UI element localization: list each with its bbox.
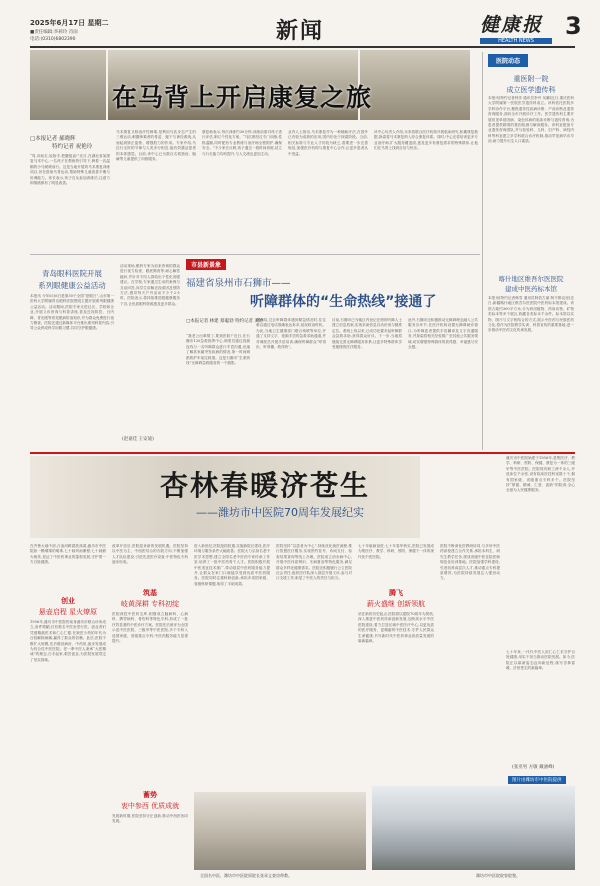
special-sub4-a: 蓄势	[143, 790, 157, 799]
brief1-body-col2: 活动现场,眼科专家为前来咨询的群众进行视力检查、眼底筛查等,耐心解答疑问,并针对不同人群给出个性化用眼建议。在学校,专家通过生动的案例与互动问答,向学生讲解近视成因及预防方法,倡导每天户外活动不少于2小时。医院表示,将持续推进眼健康服务下沉,让优质眼科资源惠及更多群众。	[120, 264, 180, 306]
story2-badge: 市县新景象	[186, 259, 226, 270]
masthead-editor: ■责任编辑:李莉玲 肖雨	[30, 30, 78, 35]
story2-body-col2: 据介绍,过去听障群体遇到紧急情况时,往往难以通过电话准确表达诉求,延误救治时机。为此,当地卫生健康部门联合残联等单位,开通了支持文字、视频手语的急救求助通道,并对调度员开展手语培训,确保听障群众“呼得出、听得懂、救得快”。	[256, 318, 326, 350]
feature-body-col5: 该中心负责人介绍,未来将联合医疗机构开展临床研究,积累康复数据,探索将马术康复纳入综合康复体系。同时,中心还将培训更多专业治疗师,扩大服务覆盖面,惠及更多有康复需求的特殊群体,让他们在马背上找到自信与快乐。	[374, 130, 478, 151]
paper-name-en: HEALTH NEWS	[480, 38, 552, 44]
feature-body-col3: 康复师表示,每次训练约30分钟,训练前需对孩子进行评估,制订个性化方案。“马匹都经过专门训练,性格温顺,同时配有专业教练与治疗师全程陪护,确保安全。”不少家长反映,孩子通过一段时间训练,站立与行走能力均有提升,与人交流也更加主动。	[202, 130, 282, 156]
special-body-col1: 1956年,潍坊市中医院的前身潍坊市联合诊所成立,条件简陋,仅有数名中医坐堂行医。创业者们凭借精湛医术和仁心仁德,在缺医少药的年代为百姓解除病痛,赢得了群众的信赖。此后,医院不断扩大规模,先后增设病房、中药房,逐步发展成为综合性中医医院。老一辈中医人秉承“大医精诚”的理念,白手起家,艰苦创业,为医院发展奠定了坚实基础。	[30, 620, 106, 662]
special-body-col2: 改革开放后,医院迎来新的发展机遇。医院坚持以中医为主、中西医结合的办院方向,不断加强人才队伍建设,引进先进医疗设备,中医特色专科逐步形成。	[112, 544, 188, 565]
special-body-col7b: 七十年来,一代代中医人用仁心仁术守护百姓健康,用实干担当推动医院发展。如今,医院正以崭新姿态迈向新征程,续写杏林春暖、济世苍生的新篇章。	[506, 650, 575, 671]
sidebar-item2-body: 本报讯(特约记者韩雪 通讯员阿依古丽·阿不都克里)近日,新疆喀什地区维吾尔医医院中医药标本馆建成。该馆占地约300平方米,分为药用植物、药用动物、矿物类标本等多个展区,收藏各类标本千余件。标本馆以实物、图片与文字相结合的方式,展示中医药与民族医药文化,将作为医院教学实训、科普宣传的重要基地,进一步推动中医药文化传承发展。	[488, 296, 574, 333]
special-sub4-b: 衷中参西 优质成就	[120, 802, 180, 810]
special-body-col5a: 七十年砥砺奋进,七十年春华秋实,医院已发展成为集医疗、教学、科研、预防、保健于一体的现代化中医医院。	[358, 544, 434, 559]
story2-kicker: 福建省泉州市石狮市——	[186, 278, 291, 289]
sidebar-tag: 医院动态	[488, 54, 528, 67]
special-headline: 杏林春暖济苍生	[160, 469, 371, 502]
special-sub3-a: 腾飞	[389, 588, 403, 597]
special-photo-caption-right: 图片由潍坊市中医院提供	[508, 776, 566, 784]
special-body-col3: 进入新世纪,医院抢抓机遇,实施新院区建设,医疗环境与服务条件大幅改善。医院大力弘扬名老中医学术思想,建立全国名老中医药专家传承工作室,培养了一批中医药骨干人才。医院积极开展中医适宜技术推广,带动基层中医药服务能力提升,让群众在家门口就能享受到优质中医药服务。医院同时注重科研创新,承担多项国家级、省级科研课题,取得了丰硕成果。	[194, 544, 270, 586]
feature-body-col1: “驾,向前走,轻抬手,把腰挺直!”近日,在湖北省某康复马术中心,一名孩子在教练的引导下,骑着一匹温顺的小马缓缓前行。这是当地开展的马术康复训练项目,旨在借助马背运动,帮助特殊儿童改善平衡与协调能力。家长表示,孩子自从参加训练后,注意力和情绪都有了明显改善。	[30, 154, 110, 186]
special-intro-col1: 在齐鲁大地中部,白浪河畔碧波荡漾,潍坊市中医院如一颗璀璨的明珠,七十载风雨兼程,七十载薪火相传,见证了中医药事业的蓬勃发展,守护着一方百姓健康。	[30, 544, 106, 565]
masthead-rule	[30, 46, 575, 48]
story2-body-col4: 此外,石狮市还积极推动无障碍理念融入公共服务各环节,在医疗机构设置无障碍就诊窗口,为听障患者提供手语翻译及文字沟通服务,并探索将相关经验推广至其他公共服务领域,切实增强特殊群体的获得感、幸福感与安全感。	[408, 318, 478, 350]
special-body-col2c: 发展新时期,医院坚持守正创新,推动中西医协同发展。	[112, 814, 188, 824]
brief1-body: 本报讯 今年6月6日是第30个全国“爱眼日”,山东第一医科大学附属青岛眼科医院围绕主题开展系列眼健康公益活动。活动期间,医院专家走进社区、学校和企业,开展义诊咨询与科普讲座,普及近视防控、白内障、青光眼等常见眼病防治知识,并为群众免费进行视力筛查。医院还通过新媒体平台推出系列科普内容,引导公众养成科学用眼习惯,共同守护眼健康。	[30, 294, 114, 331]
special-sub1-b: 悬壶启程 星火燎原	[38, 608, 98, 616]
sidebar-divider	[482, 52, 483, 450]
paper-name: 健康报	[480, 14, 544, 36]
sidebar-item2-title: 喀什地区维吾尔医医院	[498, 275, 564, 283]
special-photo-hospital	[372, 786, 575, 870]
special-photo-caption-2: 潍坊市中医院院容院貌。	[476, 873, 520, 878]
story2-headline: 听障群体的“生命热线”接通了	[250, 294, 437, 310]
brief1-title-line2: 系列眼健康公益活动	[38, 281, 106, 290]
masthead-logo	[480, 10, 552, 44]
brief1-title-line1: 青岛眼科医院开展	[42, 269, 102, 278]
sidebar-item1-title: 重医附一院	[513, 75, 549, 83]
special-body-col5: 站在新的历史起点,医院将以建院70周年为契机,深入推进中医药传承创新发展,加快高水平中医医院建设,着力打造区域中医医疗中心,以更优质的医疗服务、更精湛的中医技术,守护人民群众生命健康,书写新时代中医药事业高质量发展的崭新篇章。	[358, 612, 434, 644]
feature-body-col2: 马术康复又称治疗性骑乘,是利用马匹步态产生的三维运动,刺激骑乘者的骨盆、躯干与神经系统,从而起到矫正姿势、增强肌力的作用。专家介绍,马匹行走时的节律与人类步行相近,能有效激活患者的本体感觉。目前,该中心已为数百名孤独症、脑瘫等儿童提供了训练服务。	[116, 130, 196, 162]
special-body-col7: 潍坊市中医院始建于1956年,是集医疗、教学、科研、预防、保健、康复为一体的三级甲等中医医院。医院现有职工两千余人,开放床位千余张,设有临床医技科室数十个,拥有国家级、省级重点专科多个。医院坚持“厚德、精诚、仁爱、创新”的院训,全心全意为人民健康服务。	[506, 456, 575, 493]
horse-photo-left	[30, 50, 106, 120]
special-sub2-b: 岐黄深耕 专科初绽	[120, 600, 180, 608]
feature-byline-1: □本报记者 郝晓辉	[30, 136, 76, 142]
special-sub2-a: 筑基	[143, 588, 157, 597]
horse-photo-right	[360, 50, 470, 120]
sidebar-item1-subtitle: 成立医学遗传科	[506, 86, 556, 94]
special-subhead: ——潍坊市中医院70周年发展纪实	[196, 506, 364, 519]
brief1-signature: (赵嘉佳 王安迪)	[122, 437, 154, 442]
feature-headline: 在马背上开启康复之旅	[112, 83, 373, 112]
special-body-col6: 医院不断深化医教研协同,与多所中医药高校建立合作关系,承担本科生、研究生教学任务,建成省级中医住院医师规范化培训基地。医院加强学科建设,引进培养高层次人才,推动重点专科提质增效,为医院持续发展注入强劲动力。	[440, 544, 500, 581]
section-title: 新闻	[276, 19, 325, 44]
special-top-rule	[30, 452, 575, 454]
masthead-phone: 电话:(0310)6802390	[30, 37, 76, 42]
story2-body-col3: 目前,石狮市已为辖区内登记在册的听障人士建立信息档案,实现求助信息自动识别与精准定位。系统上线以来,已成功处置多起听障群众急救求助,获得群众好评。下一步,当地将继续完善无障碍服务体系,让更多特殊群体享受便捷的医疗服务。	[332, 318, 402, 350]
sidebar-item2-subtitle: 建成中医药标本馆	[505, 285, 557, 293]
story2-body-col1: “我老公出事情了,要到医院!”近日,在石狮市120急救指挥中心,调度员通过视频连线与一名听障群众进行手语沟通,迅速了解其家属突发疾病的情况,第一时间调派救护车前往救援。这是石狮市“生命热线”无障碍急救服务的一个缩影。	[186, 334, 250, 366]
special-body-col4: 医院坚持“以患者为中心”,持续优化就医流程,推行智慧医疗服务,实现预约挂号、诊间支付、检查结果查询等线上办理。医院成立治未病中心,开展中医体质辨识、冬病夏治等特色服务,满足群众多样化健康需求。医院还积极履行公立医院社会责任,组织医疗队深入基层开展义诊,参与对口支援工作,彰显了中医人的责任与担当。	[276, 544, 352, 581]
sidebar-item1-body: 本报讯(特约记者钟彦 通讯员李丹 吴鹏)近日,重庆医科大学附属第一医院医学遗传科成立。该科依托医院多学科协作平台,聚焦遗传性疾病诊断、产前诊断及遗传咨询服务,面向全市开展诊疗工作。医学遗传科主要开展常见单基因病、染色体病的临床诊断与遗传咨询,为患者提供精准的基因检测与解读服务。该科室配备专业遗传咨询团队,并与检验科、儿科、妇产科、神经内科等科室建立多学科联合诊疗机制,推动罕见病早诊早治,助力提升出生人口素质。	[488, 96, 574, 144]
special-sub1-a: 创业	[61, 596, 75, 605]
special-photo-caption-1: 全国名中医、潍坊市中医院原院长张承义查房带教。	[200, 873, 292, 878]
story2-byline: □本报记者 林建 蔡聪勃 特约记者 刘婷	[186, 319, 264, 324]
special-sub3-b: 薪火盛继 创新领航	[366, 600, 426, 608]
masthead-date: 2025年6月17日 星期二	[30, 19, 109, 27]
special-body-col2b: 医院深挖中医药宝库,相继成立脑病科、心病科、脾胃病科、骨伤科等特色专科,形成了一批疗效显著的中医诊疗方案。医院先后被评为全国示范中医医院、三级甲等中医医院,多个专科入选国家级、省级重点专科,中医药服务能力显著提升。	[112, 612, 188, 644]
special-photo-ward-rounds	[194, 792, 366, 870]
brief1-top-rule	[30, 254, 480, 255]
page-number: 3	[565, 12, 582, 40]
special-signature: (张亚男 方敏 戴涵峰)	[512, 765, 555, 770]
feature-body-col4: 业内人士指出,马术康复作为一种辅助疗法,在国外已有较为成熟的应用,国内仍处于探索阶段。当前,相关标准与专业人才仍较为缺乏,需要进一步完善规范,加强医疗机构与康复中心合作,让更多患者从中受益。	[288, 130, 368, 156]
feature-byline-2: 特约记者 祝艳玲	[52, 144, 93, 150]
